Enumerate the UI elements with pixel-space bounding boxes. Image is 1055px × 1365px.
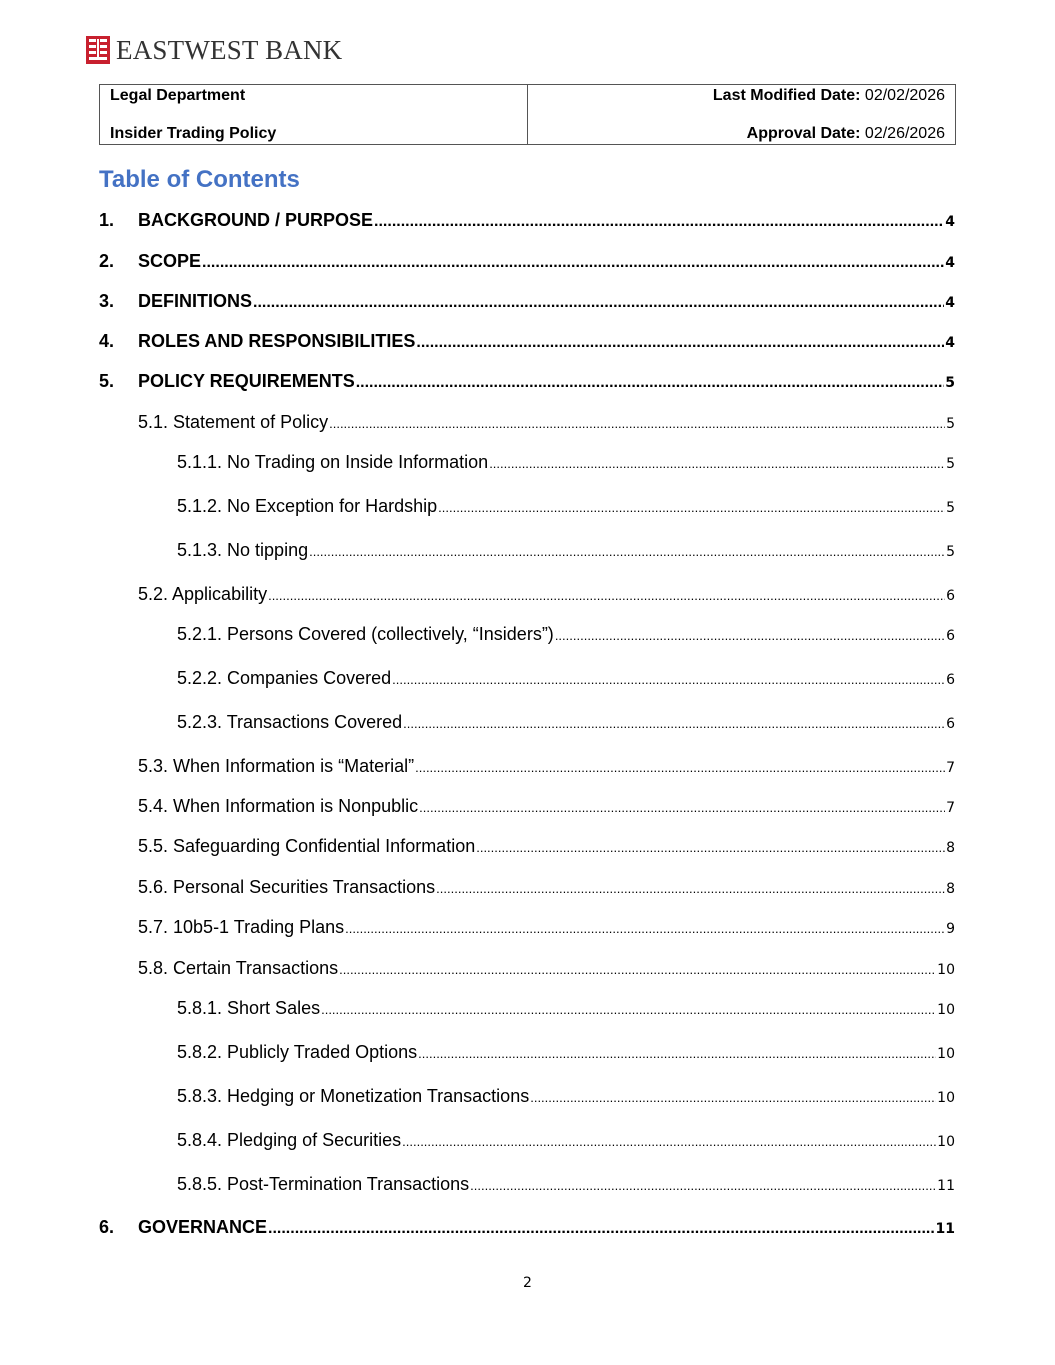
toc-entry-number: 4. (99, 331, 115, 351)
toc-dot-leader (555, 628, 945, 643)
last-modified-label: Last Modified Date: (712, 87, 861, 104)
toc-entry-page: 10 (937, 962, 955, 978)
toc-entry-page: 5 (946, 500, 955, 516)
header-right-cell (528, 85, 955, 144)
toc-entry-label: 5.8.2. Publicly Traded Options (177, 1042, 418, 1062)
toc-entry-number: 6. (99, 1217, 115, 1237)
toc-entry-label: 5.1.2. No Exception for Hardship (177, 496, 438, 516)
toc-entry-label: 5.2.2. Companies Covered (177, 668, 392, 688)
last-modified-value: 02/02/2026 (864, 87, 945, 104)
toc-entry[interactable] (99, 540, 955, 564)
toc-entry[interactable] (99, 331, 955, 355)
toc-entry-label: GOVERNANCE (138, 1217, 268, 1237)
toc-entry-page: 5 (946, 416, 955, 432)
toc-entry-label: 5.4. When Information is Nonpublic (138, 796, 419, 816)
header-left-cell (100, 85, 528, 144)
toc-entry-page: 6 (946, 672, 955, 688)
bank-logo (86, 35, 342, 65)
toc-dot-leader (268, 1220, 935, 1238)
toc-entry-label: POLICY REQUIREMENTS (138, 371, 355, 391)
toc-dot-leader (415, 760, 945, 775)
last-modified-date (713, 87, 945, 105)
toc-entry-label: 5.1.3. No tipping (177, 540, 309, 560)
toc-entry-number: 3. (99, 291, 115, 311)
toc-entry-number: 5. (99, 371, 115, 391)
toc-entry[interactable] (99, 877, 955, 901)
toc-entry[interactable] (99, 412, 955, 436)
toc-dot-leader (202, 254, 944, 272)
toc-entry-page: 5 (946, 456, 955, 472)
bank-logo-wordmark: EASTWEST BANK (116, 35, 343, 65)
toc-entry[interactable] (99, 584, 955, 608)
toc-dot-leader (402, 1134, 936, 1149)
toc-entry-page: 9 (946, 921, 955, 937)
toc-entry-label: 5.3. When Information is “Material” (138, 756, 415, 776)
toc-dot-leader (470, 1178, 936, 1193)
toc-entry[interactable] (99, 210, 955, 234)
toc-entry[interactable] (99, 917, 955, 941)
toc-dot-leader (309, 544, 945, 559)
toc-entry-label: DEFINITIONS (138, 291, 253, 311)
toc-entry[interactable] (99, 1130, 955, 1154)
policy-name: Insider Trading Policy (110, 125, 277, 142)
toc-entry-label: 5.2.3. Transactions Covered (177, 712, 403, 732)
toc-entry[interactable] (99, 1086, 955, 1110)
toc-entry-number: 1. (99, 210, 115, 230)
department-name: Legal Department (110, 87, 246, 104)
toc-entry-page: 6 (946, 588, 955, 604)
toc-entry-page: 4 (945, 335, 955, 351)
toc-entry-page: 11 (935, 1221, 955, 1237)
toc-dot-leader (530, 1090, 936, 1105)
toc-entry[interactable] (99, 251, 955, 275)
toc-dot-leader (403, 716, 945, 731)
toc-dot-leader (253, 294, 944, 312)
toc-entry-page: 4 (945, 214, 955, 230)
toc-dot-leader (345, 921, 945, 936)
toc-entry[interactable] (99, 291, 955, 315)
toc-dot-leader (329, 416, 945, 431)
toc-entry-page: 11 (937, 1178, 955, 1194)
toc-entry-page: 4 (945, 255, 955, 271)
toc-dot-leader (339, 962, 936, 977)
toc-entry-label: 5.7. 10b5-1 Trading Plans (138, 917, 345, 937)
toc-entry-label: SCOPE (138, 251, 202, 271)
toc-dot-leader (321, 1002, 936, 1017)
toc-entry-label: 5.8.3. Hedging or Monetization Transactions (177, 1086, 530, 1106)
toc-dot-leader (374, 213, 944, 231)
toc-entry-label: 5.8.5. Post-Termination Transactions (177, 1174, 470, 1194)
toc-entry-label: 5.5. Safeguarding Confidential Information (138, 836, 476, 856)
toc-entry-page: 7 (946, 800, 955, 816)
toc-entry-page: 10 (937, 1002, 955, 1018)
toc-entry-label: 5.2.1. Persons Covered (collectively, “Insiders”) (177, 624, 554, 644)
toc-entry-label: 5.8. Certain Transactions (138, 958, 339, 978)
approval-value: 02/26/2026 (864, 125, 945, 142)
toc-title: Table of Contents (99, 166, 300, 193)
toc-entry[interactable] (99, 1174, 955, 1198)
toc-dot-leader (392, 672, 945, 687)
toc-entry[interactable] (99, 796, 955, 820)
toc-dot-leader (419, 800, 945, 815)
toc-entry[interactable] (99, 836, 955, 860)
toc-entry-page: 8 (946, 840, 955, 856)
toc-dot-leader (438, 500, 945, 515)
toc-entry-page: 6 (946, 628, 955, 644)
bank-logo-icon (86, 36, 110, 64)
toc-entry-page: 10 (937, 1090, 955, 1106)
toc-entry-label: BACKGROUND / PURPOSE (138, 210, 374, 230)
toc-entry-page: 7 (946, 760, 955, 776)
toc-entry[interactable] (99, 1042, 955, 1066)
toc-entry-label: 5.8.1. Short Sales (177, 998, 321, 1018)
toc-entry-page: 5 (945, 375, 955, 391)
toc-entry-label: ROLES AND RESPONSIBILITIES (138, 331, 416, 351)
toc-entry[interactable] (99, 1217, 955, 1241)
toc-entry-label: 5.8.4. Pledging of Securities (177, 1130, 402, 1150)
toc-entry-page: 6 (946, 716, 955, 732)
toc-entry-label: 5.1.1. No Trading on Inside Information (177, 452, 489, 472)
toc-dot-leader (418, 1046, 936, 1061)
toc-entry[interactable] (99, 624, 955, 648)
page-number: 2 (523, 1275, 532, 1291)
toc-entry[interactable] (99, 998, 955, 1022)
toc-entry[interactable] (99, 958, 955, 982)
toc-entry-label: 5.1. Statement of Policy (138, 412, 329, 432)
toc-entry[interactable] (99, 756, 955, 780)
toc-entry-label: 5.6. Personal Securities Transactions (138, 877, 436, 897)
toc-dot-leader (476, 840, 945, 855)
toc-entry[interactable] (99, 371, 955, 395)
toc-dot-leader (416, 334, 944, 352)
toc-entry[interactable] (99, 452, 955, 476)
approval-date (747, 125, 945, 143)
toc-entry-page: 5 (946, 544, 955, 560)
toc-entry-page: 10 (937, 1134, 955, 1150)
toc-dot-leader (356, 374, 945, 392)
toc-entry-page: 8 (946, 881, 955, 897)
toc-entry-number: 2. (99, 251, 115, 271)
toc-entry[interactable] (99, 668, 955, 692)
toc-dot-leader (489, 456, 945, 471)
toc-entry[interactable] (99, 712, 955, 736)
toc-dot-leader (436, 881, 945, 896)
approval-label: Approval Date: (746, 125, 861, 142)
toc-entry-page: 10 (937, 1046, 955, 1062)
toc-dot-leader (268, 588, 945, 603)
document-header-table (99, 84, 956, 145)
toc-entry-label: 5.2. Applicability (138, 584, 268, 604)
toc-entry-page: 4 (945, 295, 955, 311)
toc-entry[interactable] (99, 496, 955, 520)
